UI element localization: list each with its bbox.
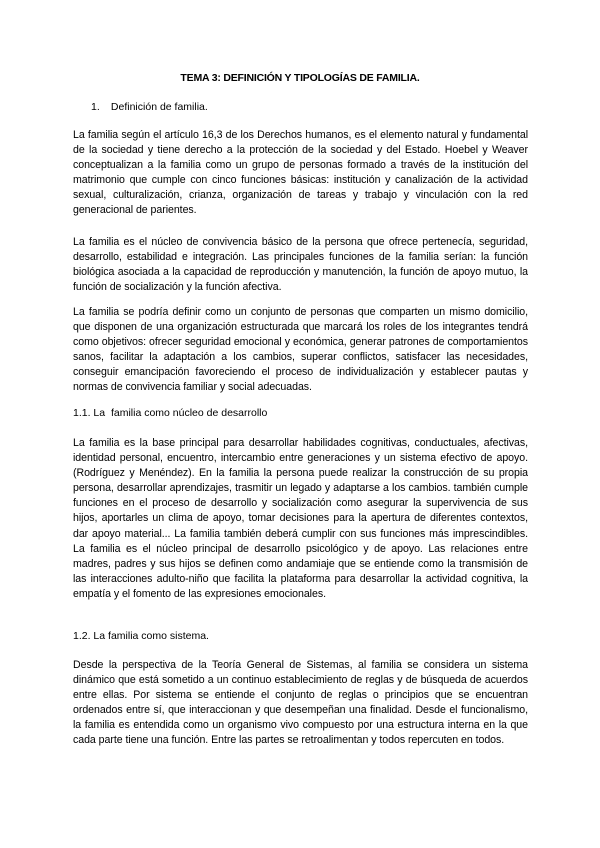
section-heading-1 — [91, 100, 208, 115]
paragraph-sistema: Desde la perspectiva de la Teoría General de Sistemas, al familia se considera un sistema dinámico que está sometido a un continuo establecimiento de reglas y de búsqueda de acuerdos entre ellas. Por sistema se entiende el conjunto de reglas o principios que se encuentran ordenados entre sí, que interaccionan y que desempeñan una finalidad. Desde el funcionalismo, la familia es entendida como un organismo vivo compuesto por una estructura interna en la que cada parte tiene una función. Entre las partes se retroalimentan y todos repercuten en todos. — [73, 659, 528, 747]
subsection-heading-1-2: 1.2. La familia como sistema. — [73, 630, 209, 642]
paragraph-nucleo-convivencia: La familia es el núcleo de convivencia básico de la persona que ofrece pertenecía, seguridad, desarrollo, estabilidad e integración. Las principales funciones de la familia serían: la función biológica asociada a la capacidad de reproducción y manutención, la función de apoyo mutuo, la función de socialización y la función afectiva. — [73, 236, 528, 294]
section-number: 1. — [91, 101, 100, 113]
paragraph-nucleo-desarrollo: La familia es la base principal para desarrollar habilidades cognitivas, conductuales, afectivas, identidad personal, encuentro, intercambio entre generaciones y un sistema efectivo de apoyo. (Rodríguez y Menéndez). En la familia la persona puede realizar la construcción de su propia persona, desarrollar aprendizajes, trasmitir un legado y adaptarse a los cambios. también cumple funciones en el proceso de desarrollo y socialización como asegurar la supervivencia de sus hijos, aportarles un clima de apoyo, tomar decisiones para la apertura de diferentes contextos, dar apoyo material... La familia también deberá cumplir con sus funciones más imprescindibles. La familia es el núcleo principal de desarrollo psicológico y de apoyo. Las relaciones entre madres, padres y sus hijos se definen como andamiaje que se entiende como la transmisión de las interacciones adulto-niño que facilita la plataforma para desarrollar la actividad cognitiva, la empatía y el fomento de las expresiones emocionales. — [73, 437, 528, 600]
document-title: TEMA 3: DEFINICIÓN Y TIPOLOGÍAS DE FAMILIA. — [180, 72, 420, 84]
paragraph-conjunto-personas: La familia se podría definir como un conjunto de personas que comparten un mismo domicilio, que disponen de una organización estructurada que marcará los roles de los integrantes tendrá como objetivos: ofrecer seguridad emocional y económica, generar patrones de comportamientos sanos, facilitar la adaptación a los cambios, superar conflictos, satisfacer las necesidades, conseguir emancipación favoreciendo el proceso de individualización y establecer pautas y normas de convivencia familiar y social adecuadas. — [73, 306, 528, 394]
paragraph-definition: La familia según el artículo 16,3 de los Derechos humanos, es el elemento natural y fundamental de la sociedad y tiene derecho a la protección de la sociedad y del Estado. Hoebel y Weaver conceptualizan a la familia como un grupo de personas formado a través de la institución del matrimonio que cumple con cinco funciones básicas: institución y canalización de la actividad sexual, culturalización, crianza, organización de tareas y trabajo y vinculación con la red generacional de parientes. — [73, 129, 528, 217]
section-heading-text: Definición de familia. — [110, 101, 208, 113]
subsection-heading-1-1: 1.1. La familia como núcleo de desarrollo — [73, 407, 268, 419]
